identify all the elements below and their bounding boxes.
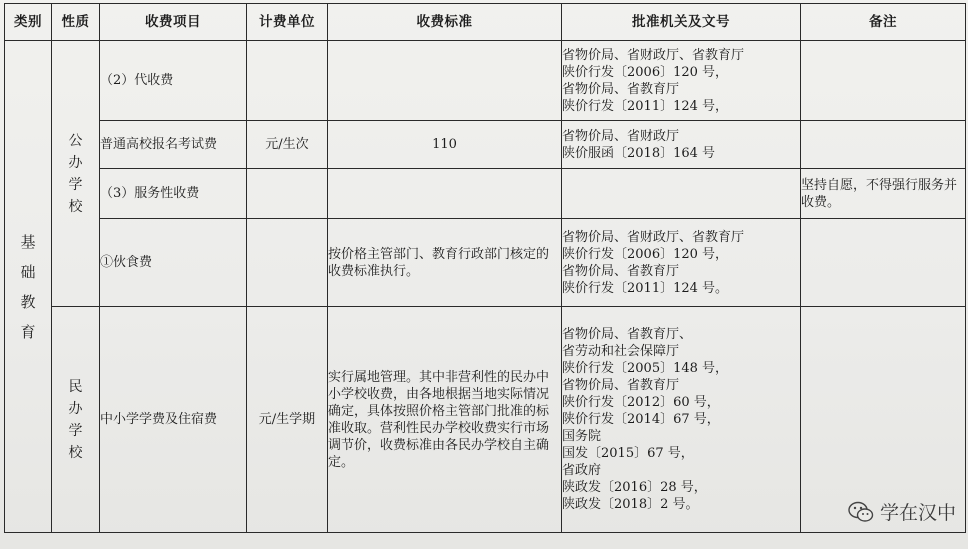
item-cell: 中小学学费及住宿费 — [100, 307, 247, 533]
approval-line: 省物价局、省教育厅 — [562, 378, 680, 393]
remark-cell — [801, 219, 966, 307]
unit-cell: 元/生学期 — [247, 307, 328, 533]
approval-line: 省劳动和社会保障厅 — [562, 344, 680, 359]
nature-private-cell — [52, 307, 100, 533]
approval-line: 省物价局、省教育厅、 — [562, 327, 693, 342]
approval-line: 国发〔2015〕67 号， — [562, 446, 694, 461]
approval-line: 陕价行发〔2011〕124 号。 — [562, 280, 729, 296]
remark-cell — [801, 121, 966, 169]
approval-line: 省物价局、省教育厅 — [562, 263, 680, 279]
approval-line: 省物价局、省财政厅 — [562, 128, 680, 144]
approval-line: 省物价局、省财政厅、省教育厅 — [562, 229, 745, 245]
table-row — [5, 307, 966, 533]
standard-cell: 110 — [328, 121, 562, 169]
unit-cell: 元/生次 — [247, 121, 328, 169]
item-cell: 普通高校报名考试费 — [100, 121, 247, 169]
vertical-char: 民 — [68, 378, 83, 395]
table-row — [5, 41, 966, 121]
remark-cell — [801, 41, 966, 121]
item-cell: （2）代收费 — [100, 41, 247, 121]
approval-line: 陕价行发〔2006〕120 号， — [562, 246, 729, 262]
item-cell: ①伙食费 — [100, 219, 247, 307]
vertical-char: 校 — [68, 444, 83, 461]
vertical-char: 公 — [68, 132, 83, 149]
approval-cell — [562, 219, 801, 307]
category-cell — [5, 41, 52, 533]
vertical-char: 育 — [20, 322, 36, 341]
approval-line: 省政府 — [562, 463, 602, 478]
vertical-char: 学 — [68, 176, 83, 193]
approval-cell — [562, 169, 801, 219]
standard-cell: 按价格主管部门、教育行政部门核定的收费标准执行。 — [328, 219, 562, 307]
approval-cell — [562, 41, 801, 121]
table-row — [5, 121, 966, 169]
standard-cell — [328, 41, 562, 121]
table-header-row — [5, 4, 966, 41]
unit-cell — [247, 219, 328, 307]
unit-cell — [247, 169, 328, 219]
standard-cell: 实行属地管理。其中非营利性的民办中小学校收费，由各地根据当地实际情况确定，具体按照价格主管部门批准的标准收取。营利性民办学校收费实行市场调节价，收费标准由各民办学校自主确定。 — [328, 307, 562, 533]
approval-line: 陕价行发〔2014〕67 号， — [562, 412, 720, 427]
vertical-char: 办 — [68, 400, 83, 417]
approval-line: 陕政发〔2016〕28 号， — [562, 480, 707, 495]
header-remark: 备注 — [801, 4, 966, 41]
approval-line: 陕政发〔2018〕2 号。 — [562, 497, 699, 512]
approval-line: 陕价行发〔2005〕148 号， — [562, 361, 729, 376]
vertical-char: 办 — [68, 154, 83, 171]
approval-line: 国务院 — [562, 429, 602, 444]
header-unit: 计费单位 — [247, 4, 328, 41]
approval-line: 陕价行发〔2011〕124 号， — [562, 98, 729, 114]
vertical-char: 教 — [20, 292, 36, 311]
watermark-text: 学在汉中 — [879, 502, 956, 524]
wechat-icon — [848, 501, 874, 523]
category-label — [5, 227, 51, 347]
nature-public-cell — [52, 41, 100, 307]
header-standard: 收费标准 — [328, 4, 562, 41]
approval-line: 陕价服函〔2018〕164 号 — [562, 145, 716, 161]
table-row — [5, 219, 966, 307]
header-category: 类别 — [5, 4, 52, 41]
remark-cell: 坚持自愿，不得强行服务并收费。 — [801, 169, 966, 219]
header-approval: 批准机关及文号 — [562, 4, 801, 41]
vertical-char: 础 — [20, 262, 36, 281]
item-cell: （3）服务性收费 — [100, 169, 247, 219]
standard-cell — [328, 169, 562, 219]
vertical-char: 基 — [20, 232, 36, 251]
vertical-char: 学 — [68, 422, 83, 439]
approval-line: 陕价行发〔2006〕120 号， — [562, 64, 729, 80]
approval-line: 陕价行发〔2012〕60 号， — [562, 395, 720, 410]
approval-cell — [562, 121, 801, 169]
header-nature: 性质 — [52, 4, 100, 41]
table-row — [5, 169, 966, 219]
approval-line: 省物价局、省教育厅 — [562, 81, 680, 97]
approval-cell — [562, 307, 801, 533]
fee-table — [4, 3, 966, 533]
watermark — [848, 498, 956, 525]
nature-private-label — [52, 376, 99, 464]
vertical-char: 校 — [68, 198, 83, 215]
unit-cell — [247, 41, 328, 121]
approval-line: 省物价局、省财政厅、省教育厅 — [562, 47, 745, 63]
header-item: 收费项目 — [100, 4, 247, 41]
nature-public-label — [52, 130, 99, 218]
